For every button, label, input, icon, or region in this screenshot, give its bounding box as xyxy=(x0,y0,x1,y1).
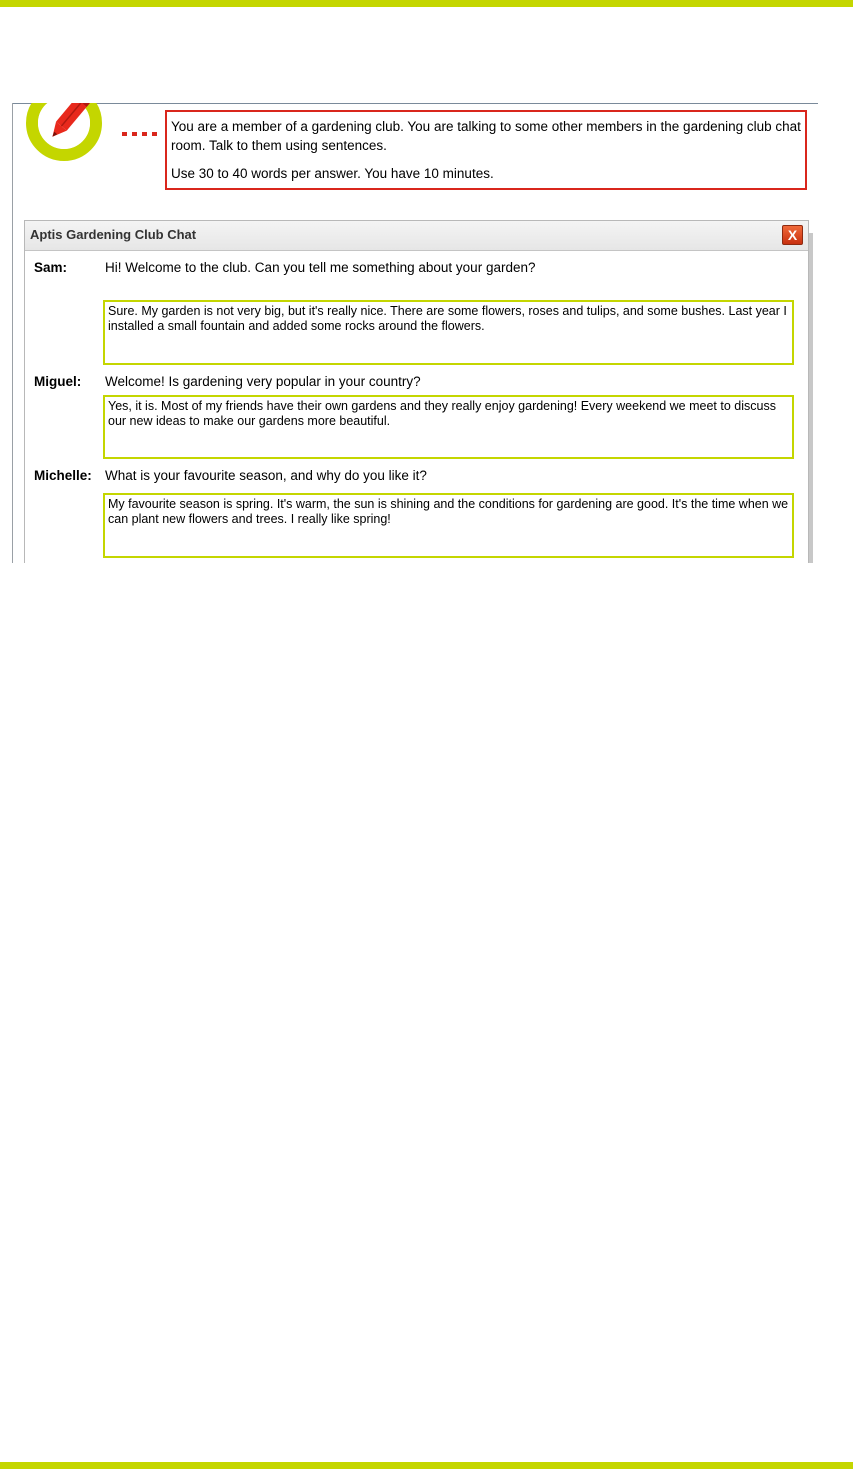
instruction-text: You are a member of a gardening club. You are talking to some other members in the gardening club chat room. Talk to them using sentences. xyxy=(171,119,801,153)
instruction-connector-dots xyxy=(122,123,166,127)
speaker-question: What is your favourite season, and why do you like it? xyxy=(105,468,427,483)
pencil-icon xyxy=(22,103,108,161)
chat-title: Aptis Gardening Club Chat xyxy=(30,227,197,242)
chat-window xyxy=(24,220,809,563)
speaker-name: Miguel: xyxy=(34,374,82,389)
answer-field[interactable]: Yes, it is. Most of my friends have their own gardens and they really enjoy gardening! Every weekend we meet to discuss our new ideas to make our gardens more beautiful. xyxy=(103,395,794,459)
frame-top-border xyxy=(12,103,818,104)
speaker-question: Hi! Welcome to the club. Can you tell me something about your garden? xyxy=(105,260,536,275)
top-accent-bar xyxy=(0,0,853,7)
speaker-question: Welcome! Is gardening very popular in your country? xyxy=(105,374,421,389)
instruction-box xyxy=(165,110,807,190)
bottom-accent-bar xyxy=(0,1462,853,1469)
speaker-name: Sam: xyxy=(34,260,68,275)
chat-header xyxy=(25,221,808,251)
dot xyxy=(142,132,147,136)
answer-field[interactable]: Sure. My garden is not very big, but it's really nice. There are some flowers, roses and tulips, and some bushes. Last year I installed a small fountain and added some rocks around the flowers. xyxy=(103,300,794,365)
answer-field[interactable]: My favourite season is spring. It's warm, the sun is shining and the conditions for gardening are good. It's the time when we can plant new flowers and trees. I really like spring! xyxy=(103,493,794,558)
task-screenshot xyxy=(12,103,818,563)
frame-left-border xyxy=(12,103,13,563)
instruction-limit-text: Use 30 to 40 words per answer. You have 10 minutes. xyxy=(171,166,494,181)
dot xyxy=(122,132,127,136)
dot xyxy=(152,132,157,136)
chat-window-shadow xyxy=(809,233,813,563)
close-button[interactable]: X xyxy=(782,225,803,245)
dot xyxy=(132,132,137,136)
speaker-name: Michelle: xyxy=(34,468,92,483)
